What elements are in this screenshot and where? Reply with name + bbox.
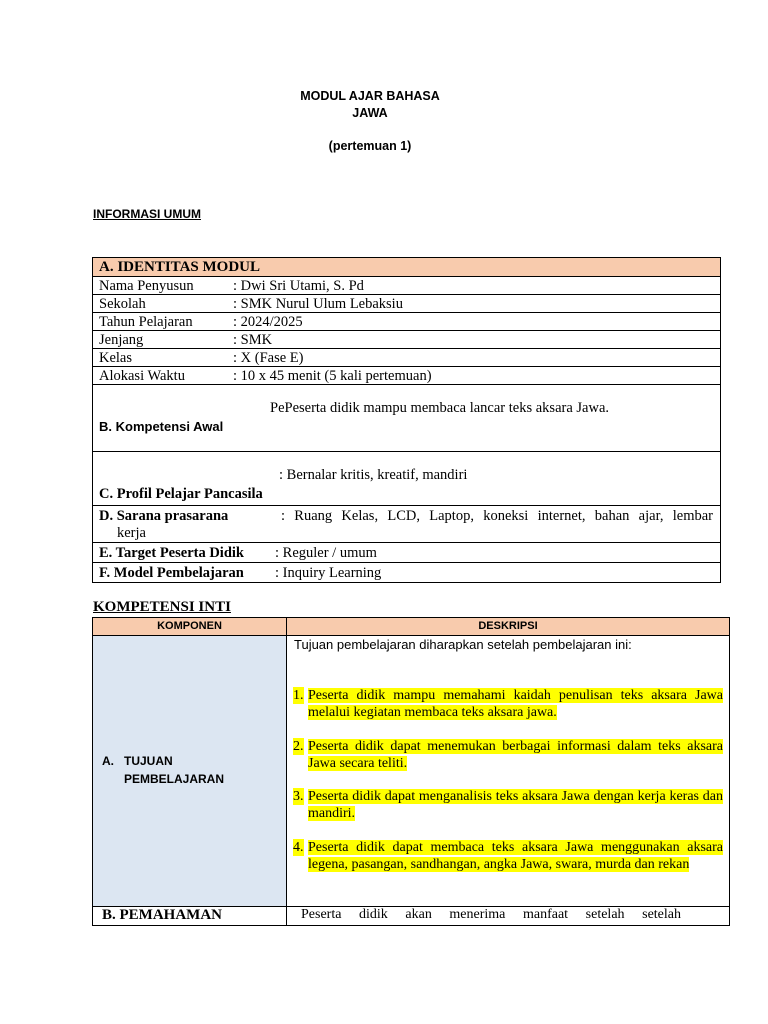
kompetensi-awal-row [93, 384, 720, 451]
identity-row [93, 330, 720, 348]
objective-number: 1. [293, 688, 304, 703]
pemahaman-label: B. PEMAHAMAN [102, 907, 222, 923]
identity-value: : SMK [233, 332, 273, 348]
identity-key: Jenjang [99, 332, 144, 348]
kompetensi-inti-table [92, 617, 730, 926]
pemahaman-text: Peserta didik akan menerima manfaat setelah setelah [301, 907, 681, 922]
profil-pelajar-label: C. Profil Pelajar Pancasila [99, 486, 263, 502]
objective-item [293, 687, 723, 721]
identity-table [92, 257, 721, 583]
identity-key: Alokasi Waktu [99, 368, 185, 384]
objective-text: Peserta didik dapat menganalisis teks aksara Jawa dengan kerja keras dan mandiri. [308, 789, 723, 821]
ki-header-row [93, 618, 729, 636]
ki-col-deskripsi: DESKRIPSI [478, 620, 538, 632]
objective-number: 3. [293, 789, 304, 804]
meeting-label: (pertemuan 1) [328, 139, 412, 153]
identity-row [93, 312, 720, 330]
target-label: E. Target Peserta Didik [99, 545, 244, 561]
sarana-value: : Ruang Kelas, LCD, Laptop, koneksi internet, bahan ajar, lembar [281, 508, 713, 524]
identity-value: : 2024/2025 [233, 314, 303, 330]
module-title-line1: MODUL AJAR BAHASA [300, 89, 440, 103]
identity-header: A. IDENTITAS MODUL [93, 258, 720, 276]
objective-number: 2. [293, 739, 304, 754]
objective-text: Peserta didik dapat membaca teks aksara Jawa menggunakan aksara legena, pasangan, sandhangan, angka Jawa, swara, murda dan rekan [308, 840, 723, 872]
profil-pelajar-text: : Bernalar kritis, kreatif, mandiri [279, 467, 468, 483]
identity-row [93, 366, 720, 384]
kompetensi-awal-text: PePeserta didik mampu membaca lancar teks aksara Jawa. [270, 400, 610, 416]
identity-row [93, 294, 720, 312]
section-informasi-umum: INFORMASI UMUM [93, 207, 201, 221]
ki-component-cell [93, 636, 286, 907]
objective-text: Peserta didik mampu memahami kaidah penulisan teks aksara Jawa melalui kegiatan membaca teks aksara jawa. [308, 688, 723, 720]
identity-row [93, 276, 720, 294]
identity-value: : 10 x 45 menit (5 kali pertemuan) [233, 368, 432, 384]
identity-key: Sekolah [99, 296, 146, 312]
objective-item [293, 839, 723, 873]
objective-text: Peserta didik dapat menemukan berbagai informasi dalam teks aksara Jawa secara teliti. [308, 739, 723, 771]
profil-pelajar-row [93, 451, 720, 505]
objectives-intro: Tujuan pembelajaran diharapkan setelah pembelajaran ini: [294, 637, 632, 652]
identity-key: Kelas [99, 350, 133, 366]
ki-col-komponen: KOMPONEN [157, 620, 222, 632]
target-row [93, 542, 720, 562]
objective-number: 4. [293, 840, 304, 855]
identity-row [93, 348, 720, 366]
objective-item [293, 788, 723, 822]
identity-value: : X (Fase E) [233, 350, 304, 366]
identity-key: Tahun Pelajaran [99, 314, 193, 330]
identity-key: Nama Penyusun [99, 278, 194, 294]
component-name-line2: PEMBELAJARAN [124, 772, 225, 786]
sarana-label: D. Sarana prasarana [99, 508, 229, 524]
sarana-row [93, 505, 720, 542]
objective-item [293, 738, 723, 772]
model-label: F. Model Pembelajaran [99, 565, 244, 581]
pemahaman-cell [93, 907, 286, 926]
component-letter: A. [102, 754, 114, 768]
module-title-line2: JAWA [352, 106, 388, 120]
ki-description-cell [287, 636, 729, 907]
component-name-line1: TUJUAN [124, 754, 173, 768]
target-value: : Reguler / umum [275, 545, 377, 561]
model-row [93, 562, 720, 582]
identity-value: : Dwi Sri Utami, S. Pd [233, 278, 364, 294]
model-value: : Inquiry Learning [275, 565, 382, 581]
kompetensi-awal-label: B. Kompetensi Awal [99, 419, 224, 434]
sarana-value-cont: kerja [117, 525, 146, 541]
identity-value: : SMK Nurul Ulum Lebaksiu [233, 296, 403, 312]
section-kompetensi-inti: KOMPETENSI INTI [93, 599, 231, 615]
